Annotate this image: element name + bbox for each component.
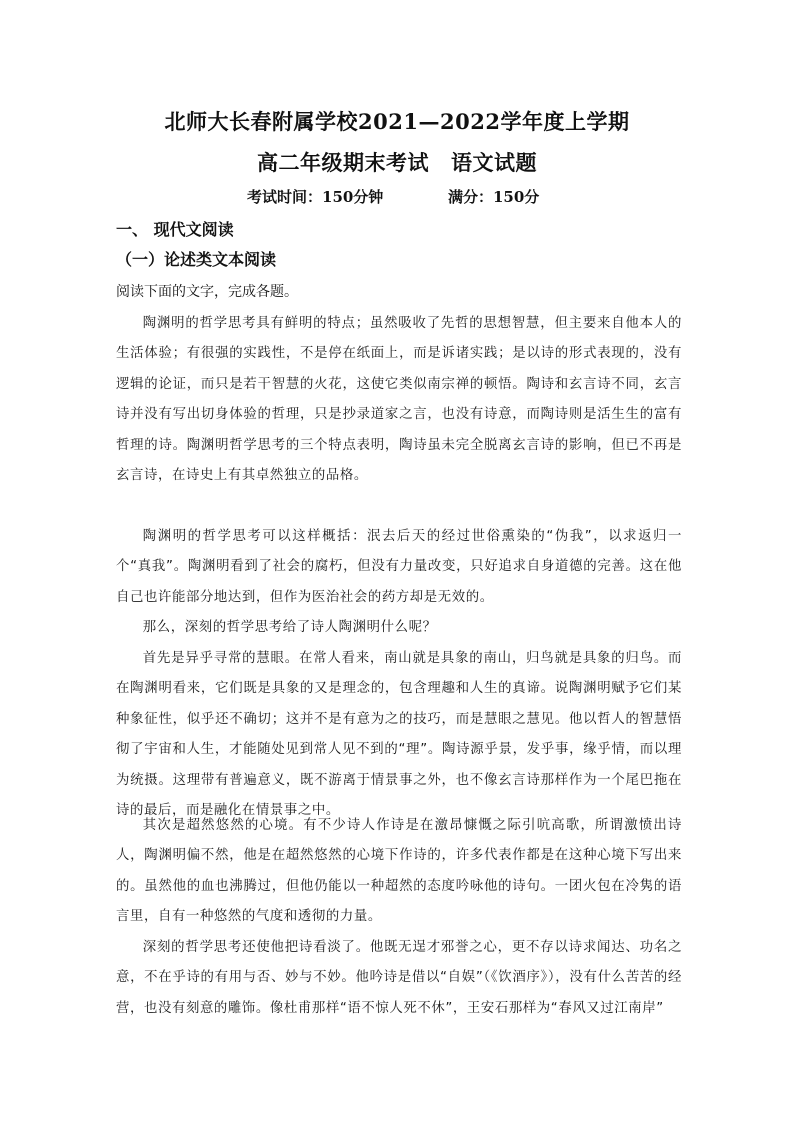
- exam-time: 考试时间：150分钟: [247, 188, 384, 206]
- passage-paragraph: 首先是异乎寻常的慧眼。在常人看来，南山就是具象的南山，归鸟就是具象的归鸟。而在陶渊明看来，它们既是具象的又是理念的，包含理趣和人生的真谛。说陶渊明赋予它们某种象征性，似乎还不确切；这并不是有意为之的技巧，而是慧眼之慧见。他以哲人的智慧悟彻了宇宙和人生，才能随处见到常人见不到的“理”。陶诗源乎景，发乎事，缘乎情，而以理为统摄。这理带有普遍意义，既不游离于情景事之外，也不像玄言诗那样作为一个尾巴拖在诗的最后，而是融化在情景事之中。: [116, 651, 682, 819]
- exam-subject-label: 语文试题: [451, 150, 537, 175]
- full-score: 满分：150分: [448, 188, 540, 206]
- section-heading: 一、 现代文阅读: [116, 220, 234, 239]
- exam-subtitle: [0, 147, 794, 177]
- passage-paragraph: 其次是超然悠然的心境。有不少诗人作诗是在激昂慷慨之际引吭高歌，所谓激愤出诗人，陶渊明偏不然，他是在超然悠然的心境下作诗的，许多代表作都是在这种心境下写出来的。虽然他的血也沸腾过，但他仍能以一种超然的态度吟咏他的诗句。一团火包在冷隽的语言里，自有一种悠然的气度和透彻的力量。: [116, 818, 682, 925]
- exam-grade-label: 高二年级期末考试: [257, 150, 429, 175]
- passage-paragraph: 深刻的哲学思考还使他把诗看淡了。他既无逞才邪誉之心，更不存以诗求闻达、功名之意，不在乎诗的有用与否、妙与不妙。他吟诗是借以“自娱”（《饮酒序》），没有什么苦苦的经营，也没有刻意的雕饰。像杜甫那样“语不惊人死不休”，王安石那样为“春风又过江南岸”: [116, 940, 682, 1016]
- reading-instruction: 阅读下面的文字，完成各题。: [116, 284, 298, 300]
- exam-title: 北师大长春附属学校2021—2022学年度上学期: [164, 109, 630, 134]
- passage-paragraph: 陶渊明的哲学思考具有鲜明的特点；虽然吸收了先哲的思想智慧，但主要来自他本人的生活体验；有很强的实践性，不是停在纸面上，而是诉诸实践；是以诗的形式表现的，没有逻辑的论证，而只是若干智慧的火花，这使它类似南宗禅的顿悟。陶诗和玄言诗不同，玄言诗并没有写出切身体验的哲理，只是抄录道家之言，也没有诗意，而陶诗则是活生生的富有哲理的诗。陶渊明哲学思考的三个特点表明，陶诗虽未完全脱离玄言诗的影响，但已不再是玄言诗，在诗史上有其卓然独立的品格。: [116, 316, 682, 484]
- subsection-heading: （一）论述类文本阅读: [116, 250, 277, 269]
- passage-paragraph: 那么，深刻的哲学思考给了诗人陶渊明什么呢？: [142, 620, 437, 635]
- passage-paragraph: 陶渊明的哲学思考可以这样概括：泯去后天的经过世俗熏染的“伪我”，以求返归一个“真我”。陶渊明看到了社会的腐朽，但没有力量改变，只好追求自身道德的完善。这在他自己也许能部分地达到，但作为医治社会的药方却是无效的。: [116, 529, 682, 605]
